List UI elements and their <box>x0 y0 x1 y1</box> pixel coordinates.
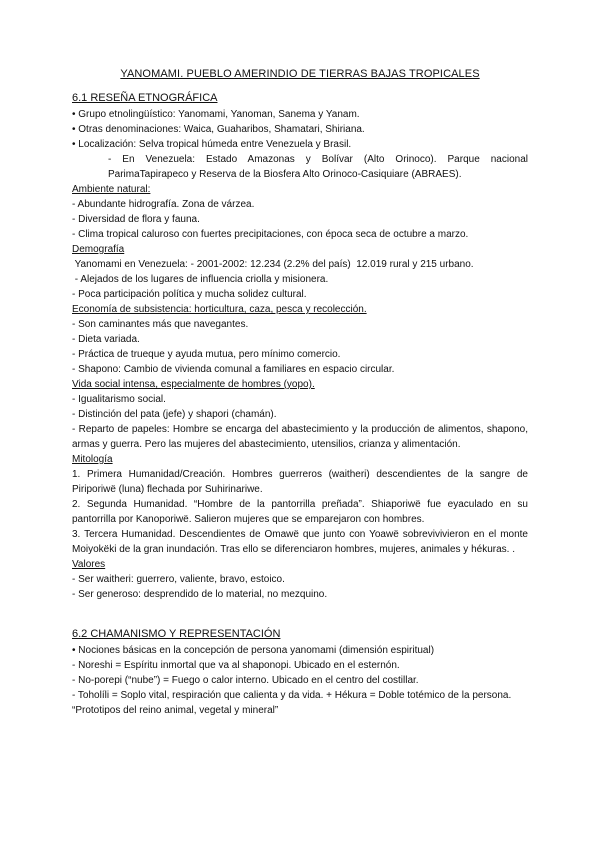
list-item: - Dieta variada. <box>72 334 140 345</box>
bullet-grupo: • Grupo etnolingüístico: Yanomami, Yanoman, Sanema y Yanam. <box>72 109 360 120</box>
list-item: “Prototipos del reino animal, vegetal y mineral” <box>72 705 279 716</box>
document-title: YANOMAMI. PUEBLO AMERINDIO DE TIERRAS BAJAS TROPICALES <box>120 68 480 80</box>
section-heading-resena: 6.1 RESEÑA ETNOGRÁFICA <box>72 92 218 104</box>
list-item: - Abundante hidrografía. Zona de várzea. <box>72 199 255 210</box>
list-item: - Igualitarismo social. <box>72 394 166 405</box>
list-item: 3. Tercera Humanidad. Descendientes de Omawë que junto con Yoawë sobrevivivieron en el monte Moiyokëki de la gran inundación. Tras ello se diferenciaron hombres, mujeres, animales y hékuras. . <box>72 529 528 555</box>
list-item: • Nociones básicas en la concepción de persona yanomami (dimensión espiritual) <box>72 645 435 656</box>
list-item: - Reparto de papeles: Hombre se encarga del abastecimiento y la producción de alimentos, shapono, armas y guerra. Pero las mujeres del abastecimiento, utensilios, crianza y alimentación. <box>72 424 528 450</box>
list-item: - Alejados de los lugares de influencia criolla y misionera. <box>72 274 329 285</box>
bullet-localizacion: • Localización: Selva tropical húmeda entre Venezuela y Brasil. <box>72 139 352 150</box>
subheading-vida-social: Vida social intensa, especialmente de hombres (yopo). <box>72 379 315 390</box>
subheading-demografia: Demografía <box>72 244 125 255</box>
list-item: 2. Segunda Humanidad. “Hombre de la pantorrilla preñada”. Shiaporiwë fue eyaculado en su pantorrilla por Kanoporiwë. Salieron mujeres que se emparejaron con hombres. <box>72 499 528 525</box>
list-item: - Toholíli = Soplo vital, respiración que calienta y da vida. + Hékura = Doble totémico de la persona. <box>72 690 512 701</box>
list-item: - Noreshi = Espíritu inmortal que va al shaponopi. Ubicado en el esternón. <box>72 660 400 671</box>
list-item: - Distinción del pata (jefe) y shapori (chamán). <box>72 409 277 420</box>
section-heading-chamanismo: 6.2 CHAMANISMO Y REPRESENTACIÓN <box>72 628 281 640</box>
subheading-economia: Economía de subsistencia: horticultura, caza, pesca y recolección. <box>72 304 367 315</box>
list-item: 1. Primera Humanidad/Creación. Hombres guerreros (waitheri) descendientes de la sangre de Piriporiwë (luna) flechada por Suhirinariwe. <box>72 469 528 495</box>
list-item: - Clima tropical caluroso con fuertes precipitaciones, con época seca de octubre a marzo. <box>72 229 469 240</box>
subitem-venezuela: - En Venezuela: Estado Amazonas y Bolívar (Alto Orinoco). Parque nacional ParimaTapirapeco y Reserva de la Biosfera Alto Orinoco-Casiquiare (ABRAES). <box>108 154 528 180</box>
list-item: - Son caminantes más que navegantes. <box>72 319 249 330</box>
list-item: - Práctica de trueque y ayuda mutua, pero mínimo comercio. <box>72 349 341 360</box>
list-item: - Diversidad de flora y fauna. <box>72 214 200 225</box>
list-item: - No-porepi (“nube”) = Fuego o calor interno. Ubicado en el centro del costillar. <box>72 675 419 686</box>
subheading-valores: Valores <box>72 559 106 570</box>
subheading-mitologia: Mitología <box>72 454 113 465</box>
list-item: - Poca participación política y mucha solidez cultural. <box>72 289 307 300</box>
section-spacer <box>72 602 528 628</box>
list-item: - Ser waitheri: guerrero, valiente, bravo, estoico. <box>72 574 285 585</box>
list-item: - Shapono: Cambio de vivienda comunal a familiares en espacio circular. <box>72 364 395 375</box>
subheading-ambiente: Ambiente natural: <box>72 184 151 195</box>
list-item: - Ser generoso: desprendido de lo material, no mezquino. <box>72 589 328 600</box>
list-item: Yanomami en Venezuela: - 2001-2002: 12.234 (2.2% del país) 12.019 rural y 215 urbano. <box>72 259 474 270</box>
bullet-denominaciones: • Otras denominaciones: Waica, Guaharibos, Shamatari, Shiriana. <box>72 124 365 135</box>
